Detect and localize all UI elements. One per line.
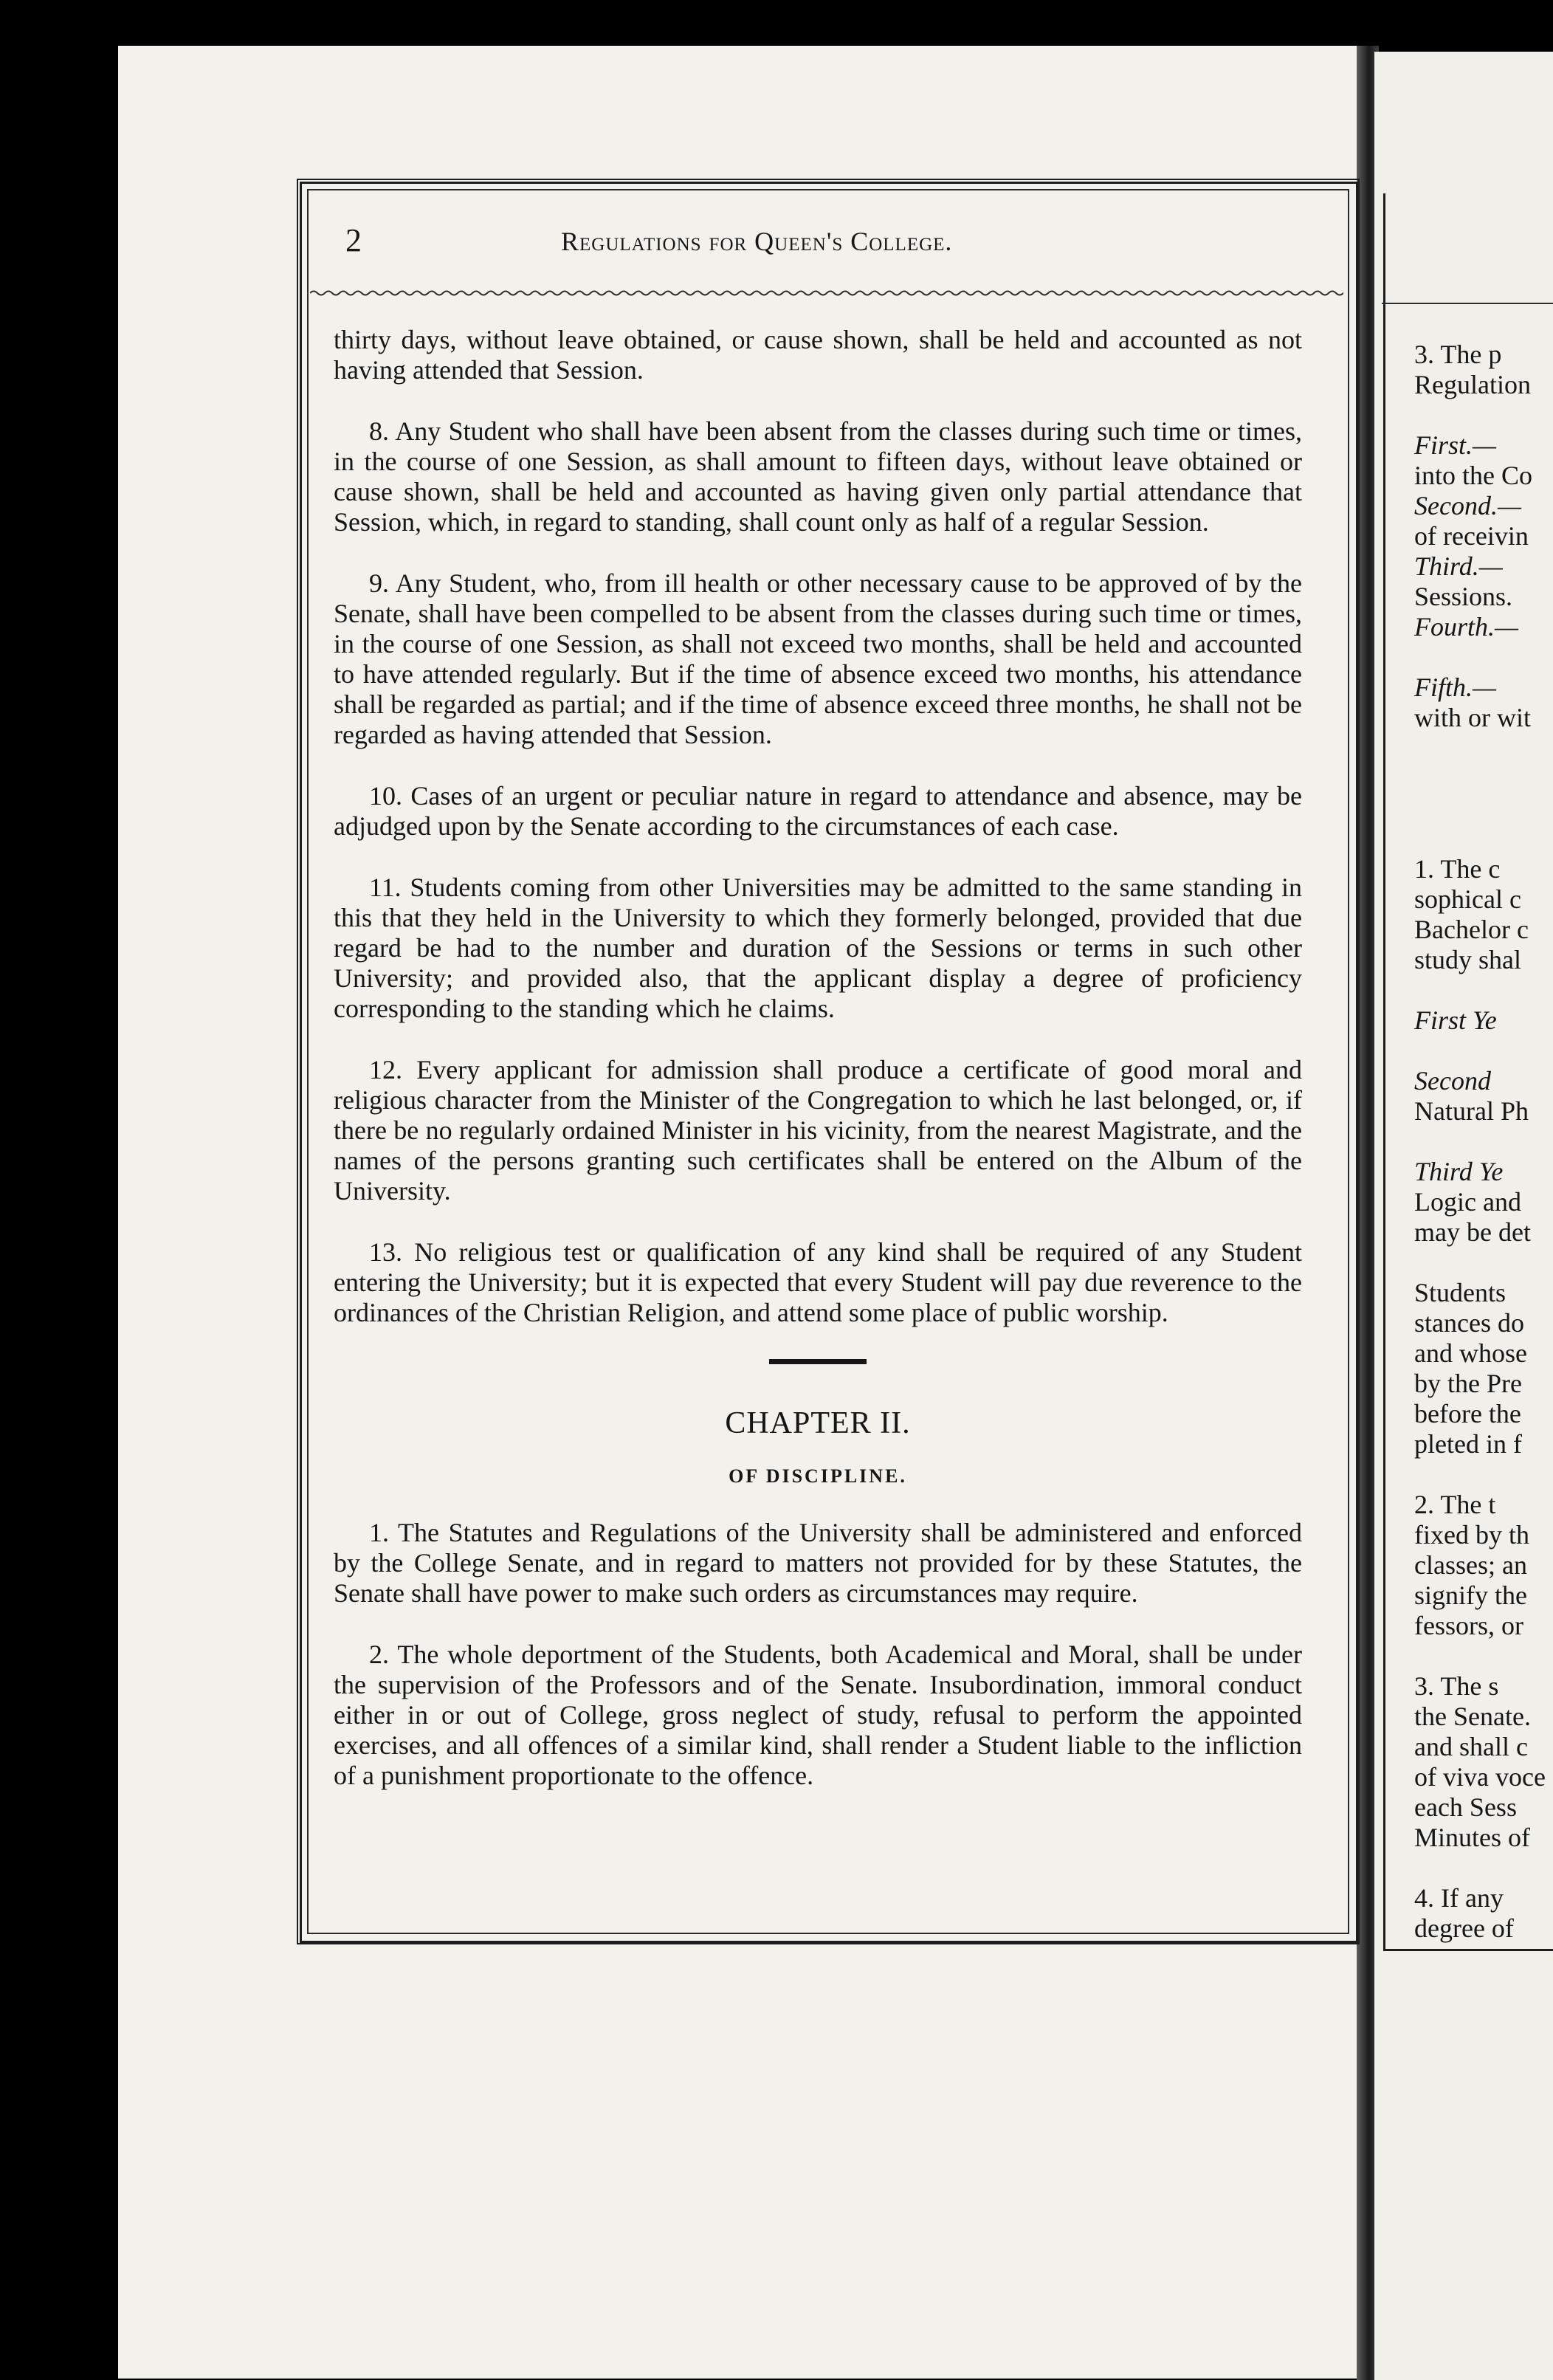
paragraph-10: 10. Cases of an urgent or peculiar nature in regard to attendance and absence, may be adjudged upon by the Senate according to the circumstances of each case. bbox=[334, 781, 1302, 841]
right-page-line: and whose bbox=[1414, 1338, 1527, 1368]
right-page-line bbox=[1414, 794, 1553, 824]
right-page-line: of receivin bbox=[1414, 521, 1529, 551]
right-page-line: degree of bbox=[1414, 1913, 1514, 1943]
right-page-line bbox=[1414, 824, 1553, 854]
right-page-line: Second bbox=[1414, 1066, 1491, 1096]
right-page-line: stances do bbox=[1414, 1308, 1524, 1338]
right-page-line: Logic and bbox=[1414, 1187, 1521, 1217]
main-text bbox=[334, 325, 1302, 1822]
right-page-line: Third Ye bbox=[1414, 1157, 1504, 1186]
right-page-line: 3. The p bbox=[1414, 340, 1502, 369]
right-page-line: Regulation bbox=[1414, 370, 1531, 399]
right-page-line: sophical c bbox=[1414, 884, 1521, 914]
right-page-line: 1. The c bbox=[1414, 854, 1501, 884]
right-page-line: First.— bbox=[1414, 430, 1497, 460]
right-page-header-rule bbox=[1382, 303, 1553, 304]
right-page-line bbox=[1414, 975, 1553, 1005]
right-page-line: fixed by th bbox=[1414, 1520, 1529, 1550]
chapter-subtitle: OF DISCIPLINE. bbox=[729, 1465, 907, 1487]
paragraph-12: 12. Every applicant for admission shall produce a certificate of good moral and religious character from the Minister of the Congregation to which he last belonged, or, if there be no regularly ordained Minister in his vicinity, from the nearest Magistrate, and the names of the persons granting such certificates shall be entered on the Album of the University. bbox=[334, 1055, 1302, 1206]
page-header bbox=[340, 221, 1329, 266]
paragraph-8: 8. Any Student who shall have been absent from the classes during such time or times, in the course of one Session, as shall amount to fifteen days, without leave obtained or cause shown, shall be held and accounted as having given only partial attendance that Session, which, in regard to standing, shall count only as half of a regular Session. bbox=[334, 416, 1302, 537]
right-page-line: 3. The s bbox=[1414, 1671, 1499, 1701]
running-head: Regulations for Queen's College. bbox=[561, 227, 953, 256]
right-page-line: may be det bbox=[1414, 1217, 1531, 1247]
right-page-line bbox=[1414, 1641, 1553, 1671]
right-page-line bbox=[1414, 1459, 1553, 1490]
right-page-line: with or wit bbox=[1414, 703, 1531, 732]
section-divider bbox=[769, 1359, 867, 1364]
right-page-line: Sessions. bbox=[1414, 582, 1513, 611]
right-page-line: Fourth.— bbox=[1414, 612, 1519, 642]
page-number: 2 bbox=[345, 222, 362, 258]
right-page-line: classes; an bbox=[1414, 1550, 1527, 1580]
right-page-line: Students bbox=[1414, 1278, 1506, 1307]
right-page-bottom-rule bbox=[1383, 1949, 1553, 1951]
right-page-line: into the Co bbox=[1414, 461, 1532, 490]
right-page-line: Third.— bbox=[1414, 551, 1503, 581]
right-page-line: study shal bbox=[1414, 945, 1522, 974]
right-page-line: Natural Ph bbox=[1414, 1096, 1529, 1126]
right-page-line bbox=[1414, 763, 1553, 794]
right-page-line: 2. The t bbox=[1414, 1490, 1496, 1519]
right-page-line bbox=[1414, 400, 1553, 430]
right-page-line: Minutes of bbox=[1414, 1823, 1530, 1852]
right-page-line: Second.— bbox=[1414, 491, 1521, 520]
right-page-text bbox=[1414, 340, 1553, 1944]
chapter-title: CHAPTER II. bbox=[725, 1406, 911, 1440]
paragraph-13: 13. No religious test or qualification of any kind shall be required of any Student entering the University; but it is expected that every Student will pay due reverence to the ordinances of the Christian Religion, and attend some place of public worship. bbox=[334, 1237, 1302, 1327]
paragraph-11: 11. Students coming from other Universities may be admitted to the same standing in this that they held in the University to which they formerly belonged, provided that due regard be had to the number and duration of the Sessions or terms in such other University; and provided also, that the applicant display a degree of proficiency corresponding to the standing which he claims. bbox=[334, 873, 1302, 1023]
right-page-line: fessors, or bbox=[1414, 1611, 1523, 1640]
right-page-line: pleted in f bbox=[1414, 1429, 1522, 1459]
paragraph-9: 9. Any Student, who, from ill health or other necessary cause to be approved of by the Senate, shall have been compelled to be absent from the classes during such time or times, in the course of one Session, as shall not exceed two months, shall be held and accounted to have attended regularly. But if the time of absence exceed two months, his attendance shall be regarded as partial; and if the time of absence exceed three months, he shall not be regarded as having attended that Session. bbox=[334, 568, 1302, 749]
header-wavy-rule bbox=[310, 289, 1343, 297]
right-page-line: Fifth.— bbox=[1414, 673, 1497, 702]
right-page-line: 4. If any bbox=[1414, 1883, 1504, 1913]
chapter-paragraph-2: 2. The whole deportment of the Students, both Academical and Moral, shall be under the supervision of the Professors and of the Senate. Insubordination, immoral conduct either in or out of College, gross neglect of study, refusal to perform the appointed exercises, and all offences of a similar kind, shall render a Student liable to the infliction of a punishment proportionate to the offence. bbox=[334, 1640, 1302, 1790]
right-page-line: Bachelor c bbox=[1414, 915, 1529, 944]
right-page-line bbox=[1414, 1127, 1553, 1157]
paragraph-continued: thirty days, without leave obtained, or cause shown, shall be held and accounted as not having attended that Session. bbox=[334, 325, 1302, 385]
right-page-line bbox=[1414, 1853, 1553, 1883]
right-page-line: and shall c bbox=[1414, 1732, 1528, 1761]
right-page-line bbox=[1414, 1036, 1553, 1066]
right-page-line: by the Pre bbox=[1414, 1369, 1522, 1398]
right-page-line: the Senate. bbox=[1414, 1702, 1531, 1731]
right-page-line: of viva voce bbox=[1414, 1762, 1546, 1792]
right-page-line bbox=[1414, 642, 1553, 673]
chapter-paragraph-1: 1. The Statutes and Regulations of the University shall be administered and enforced by the College Senate, and in regard to matters not provided for by these Statutes, the Senate shall have power to make such orders as circumstances may require. bbox=[334, 1518, 1302, 1608]
right-page-border bbox=[1383, 193, 1385, 1950]
right-page-line: before the bbox=[1414, 1399, 1521, 1428]
right-page-line bbox=[1414, 1248, 1553, 1278]
right-page-line bbox=[1414, 733, 1553, 763]
right-page-line: each Sess bbox=[1414, 1792, 1517, 1822]
right-page-line: First Ye bbox=[1414, 1005, 1497, 1035]
right-page-line: signify the bbox=[1414, 1581, 1527, 1610]
